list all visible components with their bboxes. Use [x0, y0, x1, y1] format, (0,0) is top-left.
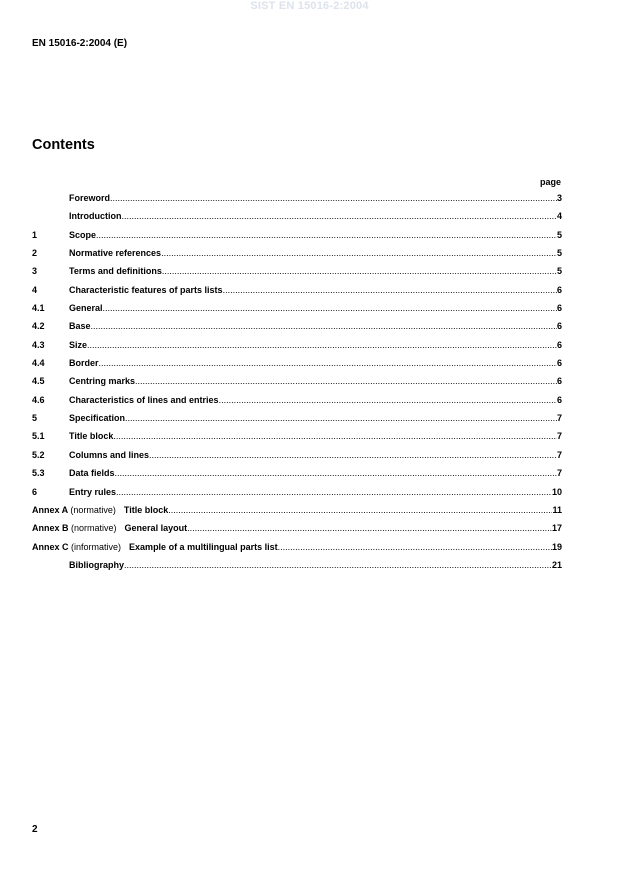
toc-entry-page: 19	[551, 541, 562, 552]
toc-entry-title: Terms and definitions	[69, 266, 162, 277]
toc-entry[interactable]	[32, 321, 562, 339]
toc-entry-page: 5	[556, 266, 562, 277]
toc-entry-number: 4	[32, 284, 38, 295]
toc-entry-number: 4.6	[32, 394, 45, 405]
dot-leader	[103, 303, 557, 313]
toc-entry-number: 5.2	[32, 449, 45, 460]
toc-entry[interactable]	[32, 340, 562, 358]
toc-entry[interactable]	[32, 248, 562, 266]
toc-entry[interactable]	[32, 542, 562, 560]
toc-entry-title: Characteristics of lines and entries	[69, 394, 219, 405]
toc-entry-number: 4.5	[32, 376, 45, 387]
toc-entry-title	[32, 542, 278, 552]
toc-entry-number: 3	[32, 266, 38, 277]
toc-entry-title: Normative references	[69, 248, 162, 259]
toc-entry-number: 4.4	[32, 358, 45, 369]
toc-entry-page: 5	[556, 248, 562, 259]
toc-entry-page: 7	[556, 431, 562, 442]
annex-kind: (normative)	[71, 523, 117, 534]
dot-leader	[135, 376, 557, 386]
dot-leader	[122, 211, 557, 221]
toc-entry[interactable]	[32, 468, 562, 486]
dot-leader	[223, 285, 557, 295]
toc-entry-page: 5	[556, 229, 562, 240]
toc-entry-page: 6	[556, 339, 562, 350]
toc-entry-title: General	[69, 303, 103, 314]
annex-label: Annex A	[32, 504, 68, 515]
toc-entry-page: 6	[556, 321, 562, 332]
toc-entry-title: Scope	[69, 229, 97, 240]
toc-entry-number: 5	[32, 413, 38, 424]
dot-leader	[278, 542, 552, 552]
toc-entry-page: 7	[556, 413, 562, 424]
toc-entry-page: 4	[556, 211, 562, 222]
dot-leader	[113, 431, 557, 441]
dot-leader	[110, 193, 557, 203]
dot-leader	[187, 523, 552, 533]
toc-entry-title: Title block	[69, 431, 114, 442]
toc-entry-page: 6	[556, 394, 562, 405]
annex-label: Annex C	[32, 541, 69, 552]
toc-entry[interactable]	[32, 358, 562, 376]
toc-entry[interactable]	[32, 376, 562, 394]
dot-leader	[96, 230, 557, 240]
toc-entry[interactable]	[32, 230, 562, 248]
toc-entry-title: Foreword	[69, 193, 111, 203]
toc-entry[interactable]	[32, 211, 562, 229]
dot-leader	[219, 395, 557, 405]
toc-entry-page: 10	[551, 486, 562, 497]
dot-leader	[168, 505, 552, 515]
dot-leader	[124, 560, 552, 570]
toc-entry[interactable]	[32, 285, 562, 303]
dot-leader	[161, 248, 557, 258]
annex-kind: (normative)	[70, 504, 116, 515]
toc-entry[interactable]	[32, 560, 562, 578]
dot-leader	[115, 468, 557, 478]
annex-kind: (informative)	[71, 541, 122, 552]
toc-entry-number: 4.1	[32, 303, 45, 314]
toc-entry-number: 5.1	[32, 431, 45, 442]
toc-entry[interactable]	[32, 413, 562, 431]
dot-leader	[116, 487, 552, 497]
toc-entry[interactable]	[32, 303, 562, 321]
table-of-contents	[32, 193, 562, 578]
toc-entry-title	[32, 523, 187, 533]
toc-entry-title: Columns and lines	[69, 449, 150, 460]
toc-entry-number: 4.2	[32, 321, 45, 332]
toc-entry-title: Characteristic features of parts lists	[69, 284, 223, 295]
annex-title: Title block	[123, 504, 169, 515]
page-number: 2	[32, 824, 38, 835]
toc-entry[interactable]	[32, 431, 562, 449]
toc-entry-title	[32, 505, 168, 515]
toc-entry-page: 6	[556, 376, 562, 387]
dot-leader	[87, 340, 557, 350]
toc-entry-page: 11	[552, 504, 562, 515]
watermark: SIST EN 15016-2:2004	[250, 0, 369, 12]
toc-entry-title: Size	[69, 339, 88, 350]
toc-entry-number: 5.3	[32, 468, 45, 479]
toc-entry-number: 4.3	[32, 339, 45, 350]
dot-leader	[91, 321, 557, 331]
toc-entry-page: 7	[556, 468, 562, 479]
toc-entry[interactable]	[32, 523, 562, 541]
toc-entry-page: 21	[551, 559, 562, 570]
annex-label: Annex B	[32, 523, 69, 534]
toc-entry-page: 7	[556, 449, 562, 460]
toc-entry[interactable]	[32, 505, 562, 523]
toc-entry-title: Centring marks	[69, 376, 136, 387]
toc-entry-page: 17	[551, 523, 562, 534]
annex-title: General layout	[124, 523, 188, 534]
page-column-label: page	[539, 177, 561, 187]
dot-leader	[149, 450, 557, 460]
toc-entry-title: Introduction	[69, 211, 122, 222]
toc-entry-title: Specification	[69, 413, 126, 424]
document-identifier: EN 15016-2:2004 (E)	[32, 38, 128, 49]
toc-entry-page: 6	[556, 358, 562, 369]
toc-entry-page: 6	[556, 303, 562, 314]
toc-entry-title: Base	[69, 321, 91, 332]
toc-entry-title: Bibliography	[69, 559, 125, 570]
toc-entry[interactable]	[32, 395, 562, 413]
toc-entry-title: Data fields	[69, 468, 115, 479]
toc-entry-number: 6	[32, 486, 38, 497]
toc-entry-number: 2	[32, 248, 38, 259]
toc-entry[interactable]	[32, 487, 562, 505]
dot-leader	[162, 266, 557, 276]
toc-entry-number: 1	[32, 229, 38, 240]
toc-entry-title: Entry rules	[69, 486, 117, 497]
dot-leader	[99, 358, 557, 368]
annex-title: Example of a multilingual parts list	[129, 541, 278, 552]
toc-entry-page: 6	[556, 284, 562, 295]
toc-entry-page: 3	[556, 193, 562, 203]
dot-leader	[125, 413, 557, 423]
toc-entry-title: Border	[69, 358, 99, 369]
toc-entry[interactable]	[32, 193, 562, 211]
contents-heading: Contents	[32, 137, 95, 153]
toc-entry[interactable]	[32, 266, 562, 284]
toc-entry[interactable]	[32, 450, 562, 468]
